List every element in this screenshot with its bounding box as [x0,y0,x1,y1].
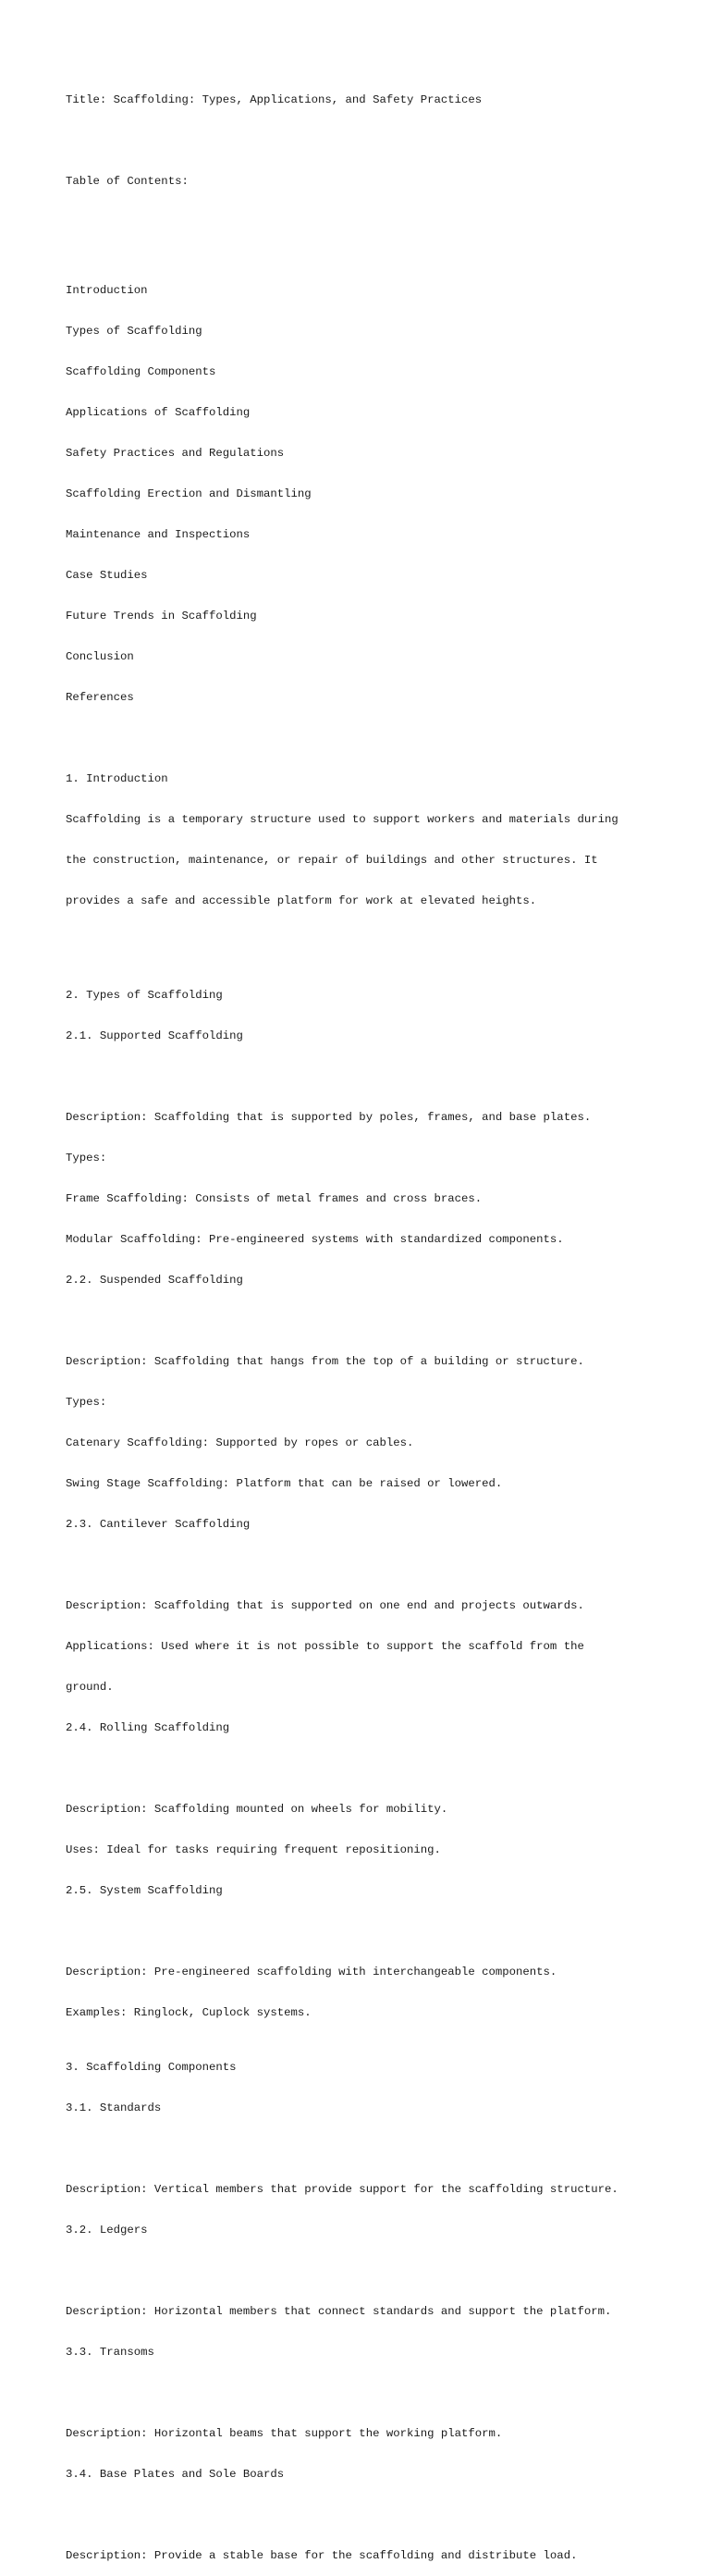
paragraph-line: Scaffolding is a temporary structure used to support workers and materials during [66,812,618,826]
paragraph-line: ground. [66,1681,114,1695]
section-heading: 1. Introduction [66,771,168,785]
subsection-heading: 2.4. Rolling Scaffolding [66,1721,230,1735]
paragraph-line: Modular Scaffolding: Pre-engineered systems with standardized components. [66,1233,564,1247]
toc-heading: Table of Contents: [66,175,189,189]
paragraph-line: Catenary Scaffolding: Supported by ropes or cables. [66,1436,414,1450]
paragraph-line: Description: Scaffolding mounted on wheels for mobility. [66,1803,448,1817]
paragraph-line: Description: Pre-engineered scaffolding with interchangeable components. [66,1966,557,1979]
toc-item: Safety Practices and Regulations [66,446,285,460]
toc-item: Scaffolding Erection and Dismantling [66,487,312,500]
document-title: Title: Scaffolding: Types, Applications, and Safety Practices [66,93,483,107]
toc-item: Scaffolding Components [66,364,216,378]
spacer [66,2142,694,2156]
toc-item: Applications of Scaffolding [66,405,251,419]
paragraph-line: Description: Vertical members that provide support for the scaffolding structure. [66,2183,618,2197]
paragraph-line: Description: Scaffolding that hangs from the top of a building or structure. [66,1355,584,1369]
toc-item: References [66,690,134,704]
spacer [66,216,694,229]
spacer [66,1925,694,1939]
spacer [66,2508,694,2522]
section-heading: 2. Types of Scaffolding [66,989,223,1003]
spacer [66,1559,694,1572]
subsection-heading: 3.3. Transoms [66,2346,154,2360]
paragraph-line: Description: Scaffolding that is supported on one end and projects outwards. [66,1599,584,1613]
spacer [66,935,694,949]
spacer [66,2386,694,2400]
paragraph-line: provides a safe and accessible platform for work at elevated heights. [66,894,537,907]
subsection-heading: 2.5. System Scaffolding [66,1884,223,1898]
spacer [66,1070,694,1084]
subsection-heading: 3.1. Standards [66,2101,162,2115]
toc-item: Conclusion [66,649,134,663]
toc-item: Future Trends in Scaffolding [66,609,257,622]
table-of-contents [66,256,694,731]
paragraph-line: Types: [66,1396,107,1410]
paragraph-line: Frame Scaffolding: Consists of metal frames and cross braces. [66,1192,483,1206]
paragraph-line: Applications: Used where it is not possible to support the scaffold from the [66,1640,584,1654]
subsection-heading: 2.1. Supported Scaffolding [66,1029,243,1043]
paragraph-line: Description: Horizontal members that connect standards and support the platform. [66,2305,612,2319]
paragraph-line: Description: Horizontal beams that support the working platform. [66,2427,503,2441]
paragraph-line: the construction, maintenance, or repair of buildings and other structures. It [66,853,598,867]
spacer [66,2264,694,2278]
paragraph-line: Description: Provide a stable base for the scaffolding and distribute load. [66,2549,578,2563]
paragraph-line: Types: [66,1152,107,1165]
toc-item: Introduction [66,283,148,297]
subsection-heading: 2.3. Cantilever Scaffolding [66,1518,251,1532]
toc-item: Types of Scaffolding [66,324,202,338]
spacer [66,134,694,148]
section-heading: 3. Scaffolding Components [66,2061,237,2075]
subsection-heading: 3.2. Ledgers [66,2224,148,2237]
paragraph-line: Uses: Ideal for tasks requiring frequent repositioning. [66,1843,441,1857]
paragraph-line: Examples: Ringlock, Cuplock systems. [66,2006,312,2020]
subsection-heading: 3.4. Base Plates and Sole Boards [66,2468,285,2482]
paragraph-line: Description: Scaffolding that is supported by poles, frames, and base plates. [66,1111,592,1125]
spacer [66,1314,694,1328]
toc-item: Case Studies [66,568,148,582]
spacer [66,1762,694,1776]
toc-item: Maintenance and Inspections [66,527,251,541]
subsection-heading: 2.2. Suspended Scaffolding [66,1274,243,1288]
paragraph-line: Swing Stage Scaffolding: Platform that can be raised or lowered. [66,1477,503,1491]
document-body [66,67,694,2576]
